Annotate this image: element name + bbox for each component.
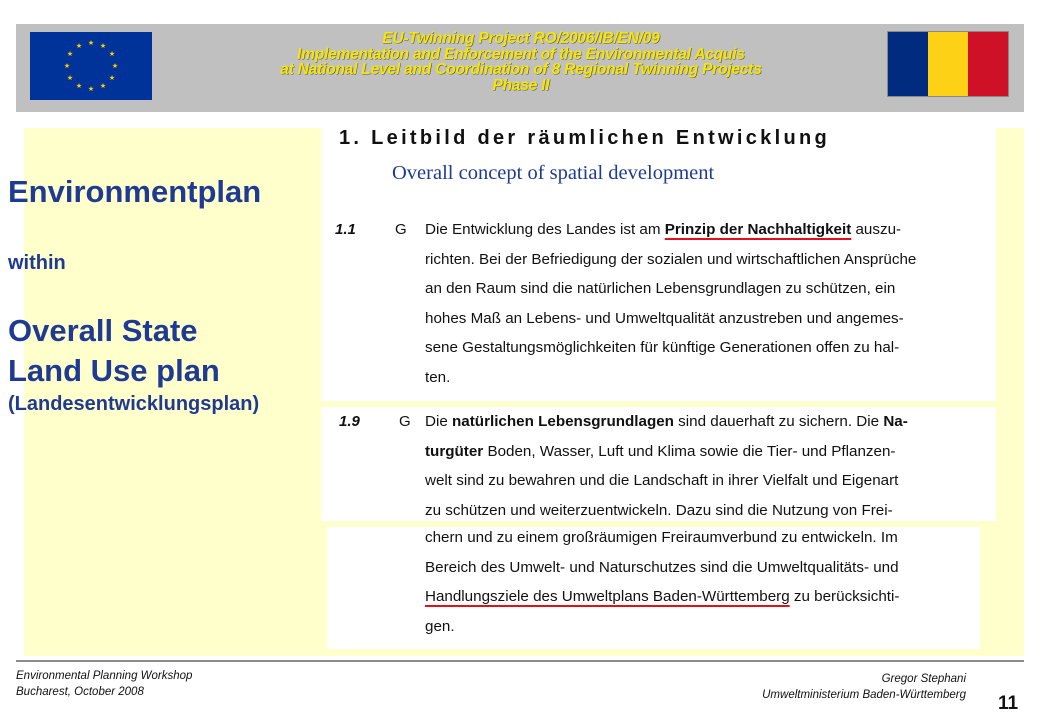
project-title-line-2: Implementation and Enforcement of the Environmental Acquis — [297, 45, 745, 63]
title-landesentwicklungsplan: (Landesentwicklungsplan) — [8, 393, 260, 415]
footer-author-ministry: Umweltministerium Baden-Württemberg — [762, 689, 966, 701]
paragraph-tag-1-9: G — [399, 413, 411, 430]
eu-flag — [30, 32, 152, 100]
para-1-1-line-1-start: Die Entwicklung des Landes ist am — [425, 221, 665, 238]
svg-text:★: ★ — [75, 42, 83, 50]
para-1-1-line-2: richten. Bei der Befriedigung der sozialen und wirtschaftlichen Ansprüche — [425, 250, 917, 268]
bold-naturgueter-end: turgüter — [425, 442, 484, 460]
para-1-1-line-1 — [425, 215, 916, 245]
svg-text:★: ★ — [108, 50, 116, 58]
para-1-1-line-4: hohes Maß an Lebens- und Umweltqualität anzustreben und angemes- — [425, 309, 904, 327]
project-title — [166, 31, 876, 93]
section-heading: 1. Leitbild der räumlichen Entwicklung — [339, 127, 831, 149]
svg-text:★: ★ — [108, 74, 116, 82]
page-number: 11 — [998, 693, 1019, 714]
paragraph-1-9-text-top — [425, 407, 908, 525]
highlight-environment-plan-bw: Handlungsziele des Umweltplans Baden-Württemberg — [425, 588, 790, 606]
para-1-1-line-3: an den Raum sind die natürlichen Lebensgrundlagen zu schützen, ein — [425, 280, 896, 298]
svg-text:★: ★ — [99, 42, 107, 50]
para-1-9-line-6: Bereich des Umwelt- und Naturschutzes sind die Umweltqualitäts- und — [425, 558, 899, 576]
footer-author-name: Gregor Stephani — [881, 673, 966, 685]
paragraph-number-1-9: 1.9 — [339, 413, 360, 430]
document-excerpt-section-1-9-top — [321, 407, 996, 521]
para-1-9-line-3: welt sind zu bewahren und die Landschaft in ihrer Vielfalt und Eigenart — [425, 472, 899, 490]
footer-event-name: Environmental Planning Workshop — [16, 670, 193, 682]
slide-title — [8, 174, 318, 417]
para-1-1-line-5: sene Gestaltungsmöglichkeiten für künftige Generationen offen zu hal- — [425, 339, 900, 357]
title-within: within — [8, 252, 66, 274]
para-1-9-line-2 — [425, 437, 908, 467]
para-1-9-line-1 — [425, 407, 908, 437]
footer-event-place-date: Bucharest, October 2008 — [16, 686, 144, 698]
paragraph-tag-1-1: G — [395, 221, 407, 238]
title-overall-state: Overall State — [8, 313, 198, 348]
title-land-use-plan: Land Use plan — [8, 353, 220, 388]
paragraph-number-1-1: 1.1 — [335, 221, 356, 238]
ro-flag-blue-stripe — [888, 32, 928, 96]
para-1-9-line-5: chern und zu einem großräumigen Freiraumverbund zu entwickeln. Im — [425, 529, 898, 546]
document-excerpt-section-1-9-bottom — [327, 527, 980, 649]
title-environmentplan: Environmentplan — [8, 174, 262, 209]
para-1-9-line-1-mid: sind dauerhaft zu sichern. Die — [673, 413, 884, 430]
bold-natural-resources: natürlichen Lebensgrundlagen — [452, 413, 674, 430]
svg-text:★: ★ — [66, 74, 74, 82]
project-header-band — [16, 24, 1024, 112]
para-1-9-line-2-rest: Boden, Wasser, Luft und Klima sowie die Tier- und Pflanzen- — [483, 442, 896, 460]
footer-author — [762, 671, 966, 703]
paragraph-1-1-text — [425, 215, 916, 393]
para-1-1-line-6: ten. — [425, 368, 451, 386]
heading-translation: Overall concept of spatial development — [392, 162, 715, 184]
svg-text:★: ★ — [66, 50, 74, 58]
project-title-line-4: Phase II — [492, 76, 550, 94]
paragraph-1-9-text-bottom — [425, 523, 899, 641]
svg-text:★: ★ — [87, 85, 95, 93]
para-1-9-line-1-start: Die — [425, 413, 453, 430]
para-1-9-line-7 — [425, 582, 899, 612]
svg-text:★: ★ — [63, 62, 71, 70]
highlight-principle-of-sustainability: Prinzip der Nachhaltigkeit — [664, 221, 852, 238]
romania-flag — [887, 31, 1009, 97]
para-1-9-line-8: gen. — [425, 617, 455, 635]
para-1-9-line-4: zu schützen und weiterzuentwickeln. Dazu sind die Nutzung von Frei- — [425, 501, 893, 519]
svg-text:★: ★ — [99, 82, 107, 90]
footer-divider — [16, 660, 1024, 662]
bold-naturgueter-start: Na- — [883, 413, 908, 430]
ro-flag-red-stripe — [968, 32, 1008, 96]
ro-flag-yellow-stripe — [928, 32, 968, 96]
project-title-line-1: EU-Twinning Project RO/2006/IB/EN/09 — [382, 30, 660, 47]
svg-text:★: ★ — [75, 82, 83, 90]
footer-event — [16, 668, 192, 700]
eu-stars-icon — [30, 32, 152, 100]
document-excerpt-section-1 — [321, 125, 996, 401]
svg-text:★: ★ — [87, 39, 95, 47]
para-1-9-line-7-end: zu berücksichti- — [789, 588, 900, 606]
project-title-line-3: at National Level and Coordination of 8 Regional Twinning Projects — [280, 61, 762, 78]
svg-text:★: ★ — [111, 62, 119, 70]
para-1-1-line-1-end: auszu- — [851, 221, 902, 238]
